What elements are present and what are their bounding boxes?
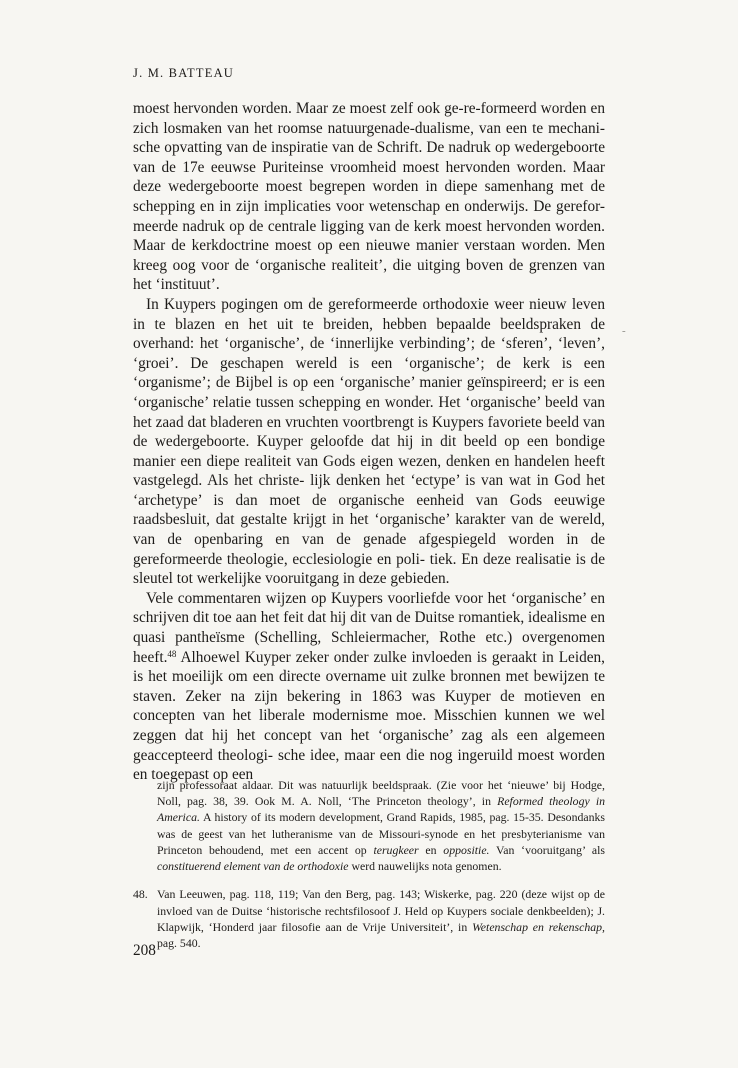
body-text — [133, 99, 605, 785]
text-line: afgespiegeld worden in de gereformeerde theologie, ecclesiologie en poli- — [133, 531, 606, 568]
text-line: heeft. — [133, 648, 168, 666]
footnote-48 — [133, 886, 605, 951]
paragraph-3 — [133, 589, 605, 785]
footnote-italic: Reformed theology in America. — [157, 794, 606, 825]
text-line: organische eenheid van Gods eeuwige raadsbesluit, dat gestalte krijgt in het — [133, 491, 605, 529]
margin-mark: - — [622, 325, 626, 337]
text-line: quasi pantheïsme (Schelling, Schleiermacher, Rothe etc.) overgenomen — [133, 629, 605, 647]
text-line: moest hervonden worden. Maar ze moest zelf ook ge-re-formeerd worden en — [133, 100, 605, 117]
text-line: In Kuypers pogingen om de gereformeerde orthodoxie weer nieuw leven in — [133, 295, 605, 333]
footnote-text: zijn professoraat aldaar. Dit was natuurlijk beeldspraak. (Zie voor het ‘nieuwe’ bij Hodge, Noll, pag. 38, 39. Ook M. A. Noll, ‘The Princeton theology’, in — [157, 777, 605, 809]
text-line: geschapen wereld is een ‘organische’; de kerk is een ‘organisme’; de Bijbel is — [133, 354, 606, 392]
page-number: 208 — [133, 942, 156, 959]
text-line: lijk denken het ‘ectype’ is van wat in God het ‘archetype’ is dan moet de — [133, 472, 605, 509]
footnote-text — [157, 886, 605, 951]
text-line: op een ‘organische’ manier geïnspireerd; er is een ‘organische’ relatie tussen — [133, 374, 606, 411]
text-line: schrijven dit toe aan het feit dat hij dit van de Duitse romantiek, idealisme en — [133, 609, 605, 627]
footnote-text-part: Van Leeuwen, pag. 118, 119; Van den Berg, pag. 143; Wiskerke, pag. 220 (deze wijst op de invloed van de Duitse ‘historische rechtsfilosoof J. Held op Kuypers sociale denkbeelden); J. Klapwijk, ‘Honderd jaar filosofie aan de Vrije Universiteit’, in — [157, 887, 605, 934]
text-line: het concept van het ‘organische’ zag als een algemeen geaccepteerd theologi- — [133, 727, 605, 764]
text-line: te blazen en het uit te breiden, hebben bepaalde beeldspraken de overhand: — [133, 315, 605, 353]
text-line: kreeg oog voor de ‘organische realiteit’, die uitging boven de grenzen van het — [133, 256, 605, 294]
footnotes — [133, 765, 605, 952]
text-line: tiek. En deze realisatie is de sleutel tot werkelijke vooruitgang in deze — [133, 550, 605, 588]
text-line: staven. Zeker na zijn bekering in 1863 was Kuyper de motieven en concepten — [133, 687, 605, 725]
footnote-continuation — [133, 777, 605, 875]
footnote-italic: terugkeer — [373, 842, 419, 857]
text-line: zich losmaken van het roomse natuurgenade-dualisme, van een te mechani- — [133, 119, 605, 137]
text-line: Kuyper geloofde dat hij in dit beeld op een bondige manier een diepe realiteit — [133, 433, 605, 470]
text-line: meerde nadruk op de centrale ligging van de kerk moest hervonden worden. — [133, 217, 605, 235]
text-line: het moeilijk om een directe overname uit zulke bronnen met bewijzen te — [148, 668, 605, 686]
text-line: ‘instituut’. — [155, 276, 220, 294]
text-line: van Gods eigen wezen, denken en handelen heeft vastgelegd. Als het christe- — [133, 452, 606, 490]
text-line: vruchten voortbrengt is Kuypers favoriete beeld van de wedergeboorte. — [133, 413, 606, 451]
footnote-text: A history of its modern development, Grand Rapids, 1985, pag. 15-35. Desondanks was de geest van het lutheranisme van de Missouri-synode en het presbyterianisme van Princeton behoudend, met een accent op — [157, 810, 605, 857]
text-line: ‘organische’ karakter van de wereld, van de openbaring en van de genade — [133, 511, 605, 549]
footnote-number: 48. — [133, 887, 148, 902]
text-line: het ‘organische’, de ‘innerlijke verbinding’; de ‘sferen’, ‘leven’, ‘groei’. De — [133, 335, 605, 372]
text-line: sche idee, maar een die nog ingeruild moest worden en toegepast op een — [133, 746, 605, 784]
footnote-text-part: pag. 540. — [157, 936, 201, 951]
paragraph-2 — [133, 295, 605, 589]
footnote-italic: Wetenschap en rekenschap, — [472, 919, 605, 934]
text-line: gebieden. — [390, 570, 450, 588]
text-line: schepping en wonder. Het ‘organische’ beeld van het zaad dat bladeren en — [133, 393, 605, 431]
paragraph-1 — [133, 99, 605, 295]
text-line: deze wedergeboorte moest begrepen worden in diepe samenhang met de — [133, 178, 605, 196]
footnote-text: werd nauwelijks nota genomen. — [348, 859, 502, 874]
footnote-italic: constituerend element van de orthodoxie — [157, 859, 349, 874]
text-line: van de 17e eeuwse Puriteinse vroomheid moest hervonden worden. Maar — [133, 158, 605, 176]
footnote-ref-48[interactable]: 48 — [167, 648, 177, 659]
text-line: van het liberale modernisme moe. Misschien kunnen we wel zeggen dat hij — [133, 707, 605, 744]
text-line: sche opvatting van de inspiratie van de Schrift. De nadruk op wedergeboorte — [133, 139, 605, 157]
text-line: Vele commentaren wijzen op Kuypers voorliefde voor het ‘organische’ en — [146, 589, 605, 607]
text-line: Alhoewel Kuyper zeker onder zulke invloeden is geraakt in Leiden, is — [133, 648, 605, 686]
footnote-text: Van ‘vooruitgang’ als — [489, 842, 605, 857]
text-line: schepping en in zijn implicaties voor wetenschap en onderwijs. De gerefor- — [133, 197, 605, 215]
footnote-italic: oppositie. — [443, 842, 490, 857]
running-head: J. M. BATTEAU — [133, 66, 235, 80]
text-line: Maar de kerkdoctrine moest op een nieuwe manier verstaan worden. Men — [133, 237, 605, 255]
footnote-text: en — [418, 842, 444, 857]
